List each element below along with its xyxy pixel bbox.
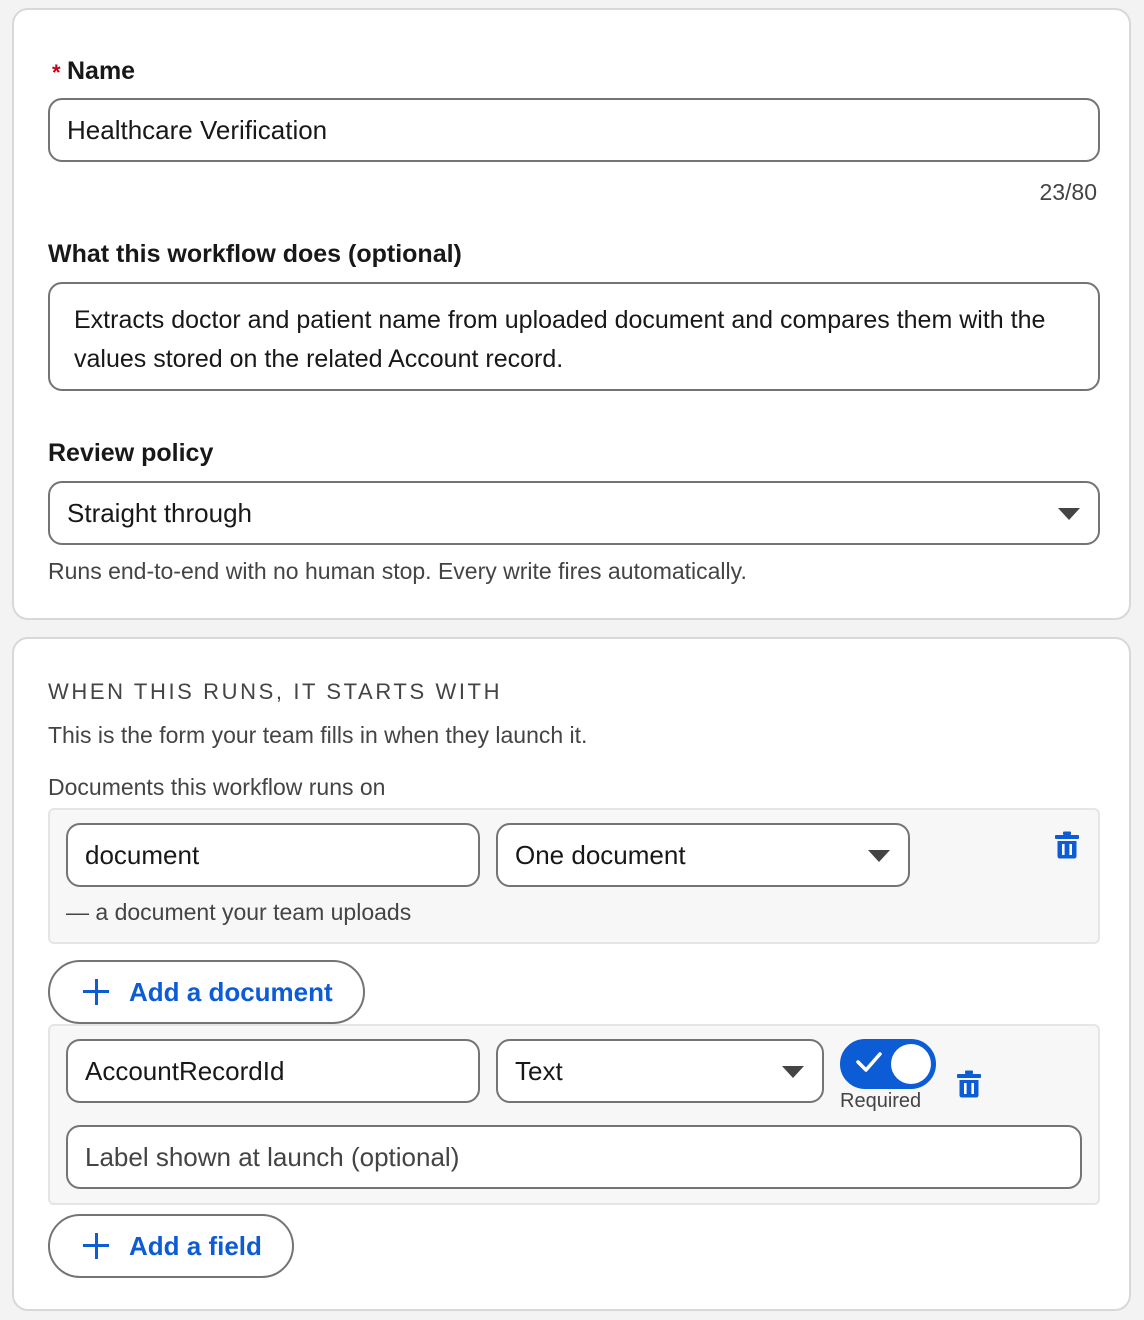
document-cardinality-select[interactable] <box>496 823 910 887</box>
required-toggle[interactable] <box>840 1039 936 1089</box>
plus-icon <box>83 979 109 1005</box>
document-name-input[interactable]: document <box>66 823 480 887</box>
document-hint: — a document your team uploads <box>66 899 412 925</box>
trash-icon[interactable] <box>957 1070 981 1098</box>
name-char-counter: 23/80 <box>1039 179 1097 205</box>
description-label: What this workflow does (optional) <box>48 240 462 268</box>
add-document-label: Add a document <box>129 976 333 1007</box>
launch-form-card <box>12 637 1131 1311</box>
section-eyebrow: WHEN THIS RUNS, IT STARTS WITH <box>48 679 503 704</box>
add-document-button[interactable] <box>48 960 365 1024</box>
trash-icon[interactable] <box>1055 831 1079 859</box>
review-policy-help: Runs end-to-end with no human stop. Every write fires automatically. <box>48 558 747 584</box>
plus-icon <box>83 1233 109 1259</box>
workflow-details-card <box>12 8 1131 620</box>
required-label: Required <box>840 1090 922 1112</box>
field-name-input[interactable]: AccountRecordId <box>66 1039 480 1103</box>
chevron-down-icon <box>868 850 890 862</box>
add-field-label: Add a field <box>129 1230 262 1261</box>
documents-label: Documents this workflow runs on <box>48 774 386 800</box>
field-label-input[interactable]: Label shown at launch (optional) <box>66 1125 1082 1189</box>
section-subtitle: This is the form your team fills in when they launch it. <box>48 722 588 748</box>
review-policy-value: Straight through <box>67 497 253 528</box>
chevron-down-icon <box>1058 508 1080 520</box>
required-indicator: * <box>52 60 61 85</box>
document-row-panel <box>48 808 1100 944</box>
document-cardinality-value: One document <box>515 839 686 870</box>
add-field-button[interactable] <box>48 1214 294 1278</box>
field-row-panel <box>48 1024 1100 1205</box>
review-policy-label: Review policy <box>48 439 214 467</box>
chevron-down-icon <box>782 1066 804 1078</box>
field-type-select[interactable] <box>496 1039 824 1103</box>
toggle-knob <box>891 1044 931 1084</box>
name-label: Name <box>67 57 136 85</box>
name-input[interactable]: Healthcare Verification <box>48 98 1100 162</box>
field-type-value: Text <box>515 1055 563 1086</box>
checkmark-icon <box>856 1051 882 1073</box>
review-policy-select[interactable] <box>48 481 1100 545</box>
description-textarea[interactable]: Extracts doctor and patient name from uploaded document and compares them with the values stored on the related Account record. <box>48 282 1100 391</box>
